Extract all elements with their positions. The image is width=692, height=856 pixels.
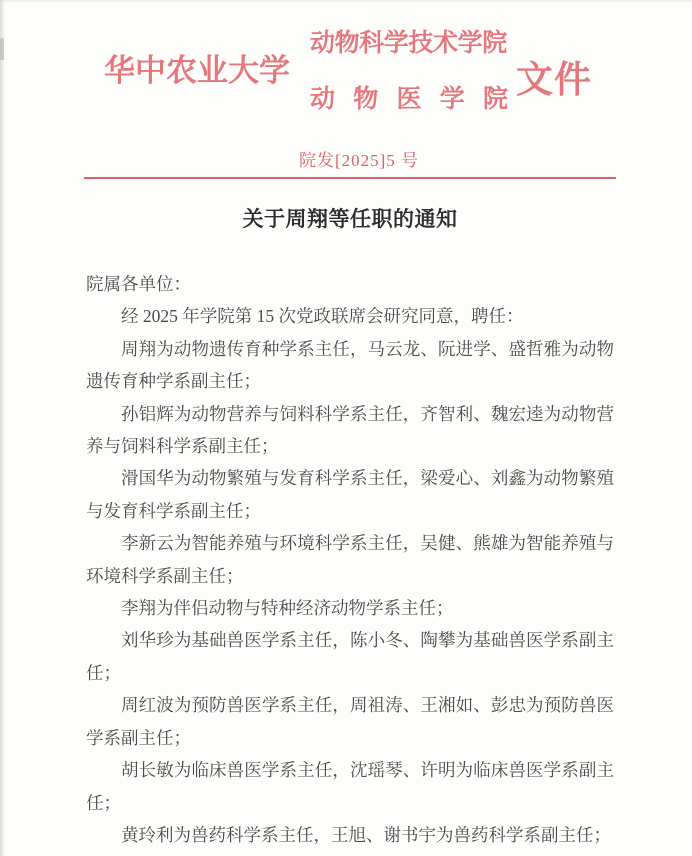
body-paragraph: 孙铝辉为动物营养与饲料科学系主任，齐智利、魏宏逵为动物营养与饲料科学系副主任； xyxy=(86,403,614,457)
body-paragraph: 黄玲利为兽药科学系主任，王旭、谢书宇为兽药科学系副主任； xyxy=(121,824,611,845)
document-type-label: 文件 xyxy=(516,60,592,101)
scan-edge xyxy=(0,0,5,856)
university-name: 华中农业大学 xyxy=(104,53,290,88)
red-divider-line xyxy=(84,177,616,179)
body-paragraph: 李翔为伴侣动物与特种经济动物学系主任； xyxy=(121,598,454,619)
body-paragraph: 刘华珍为基础兽医学系主任，陈小冬、陶攀为基础兽医学系副主任； xyxy=(86,630,614,683)
college-name-block xyxy=(310,0,508,130)
scan-artifact xyxy=(0,38,4,60)
college-name-line1: 动物科学技术学院 xyxy=(310,30,507,57)
body-paragraph: 经 2025 年学院第 15 次党政联席会研究同意，聘任： xyxy=(121,306,524,327)
document-body xyxy=(86,268,614,851)
body-paragraph: 李新云为智能养殖与环境科学系主任，吴健、熊雄为智能养殖与环境科学系副主任； xyxy=(86,533,614,586)
body-paragraph: 周红波为预防兽医学系主任，周祖涛、王湘如、彭忠为预防兽医学系副主任； xyxy=(86,695,614,748)
body-paragraph: 胡长敏为临床兽医学系主任，沈瑶琴、许明为临床兽医学系副主任； xyxy=(86,760,614,813)
salutation: 院属各单位： xyxy=(86,274,191,294)
body-paragraph: 滑国华为动物繁殖与发育科学系主任，梁爱心、刘鑫为动物繁殖与发育科学系副主任； xyxy=(86,468,614,521)
body-paragraph: 周翔为动物遗传育种学系主任，马云龙、阮进学、盛哲雅为动物遗传育种学系副主任； xyxy=(86,338,614,392)
college-name-line2: 动物医学院 xyxy=(310,86,508,113)
document-number: 院发[2025]5 号 xyxy=(298,151,420,170)
document-title: 关于周翔等任职的通知 xyxy=(242,207,458,231)
